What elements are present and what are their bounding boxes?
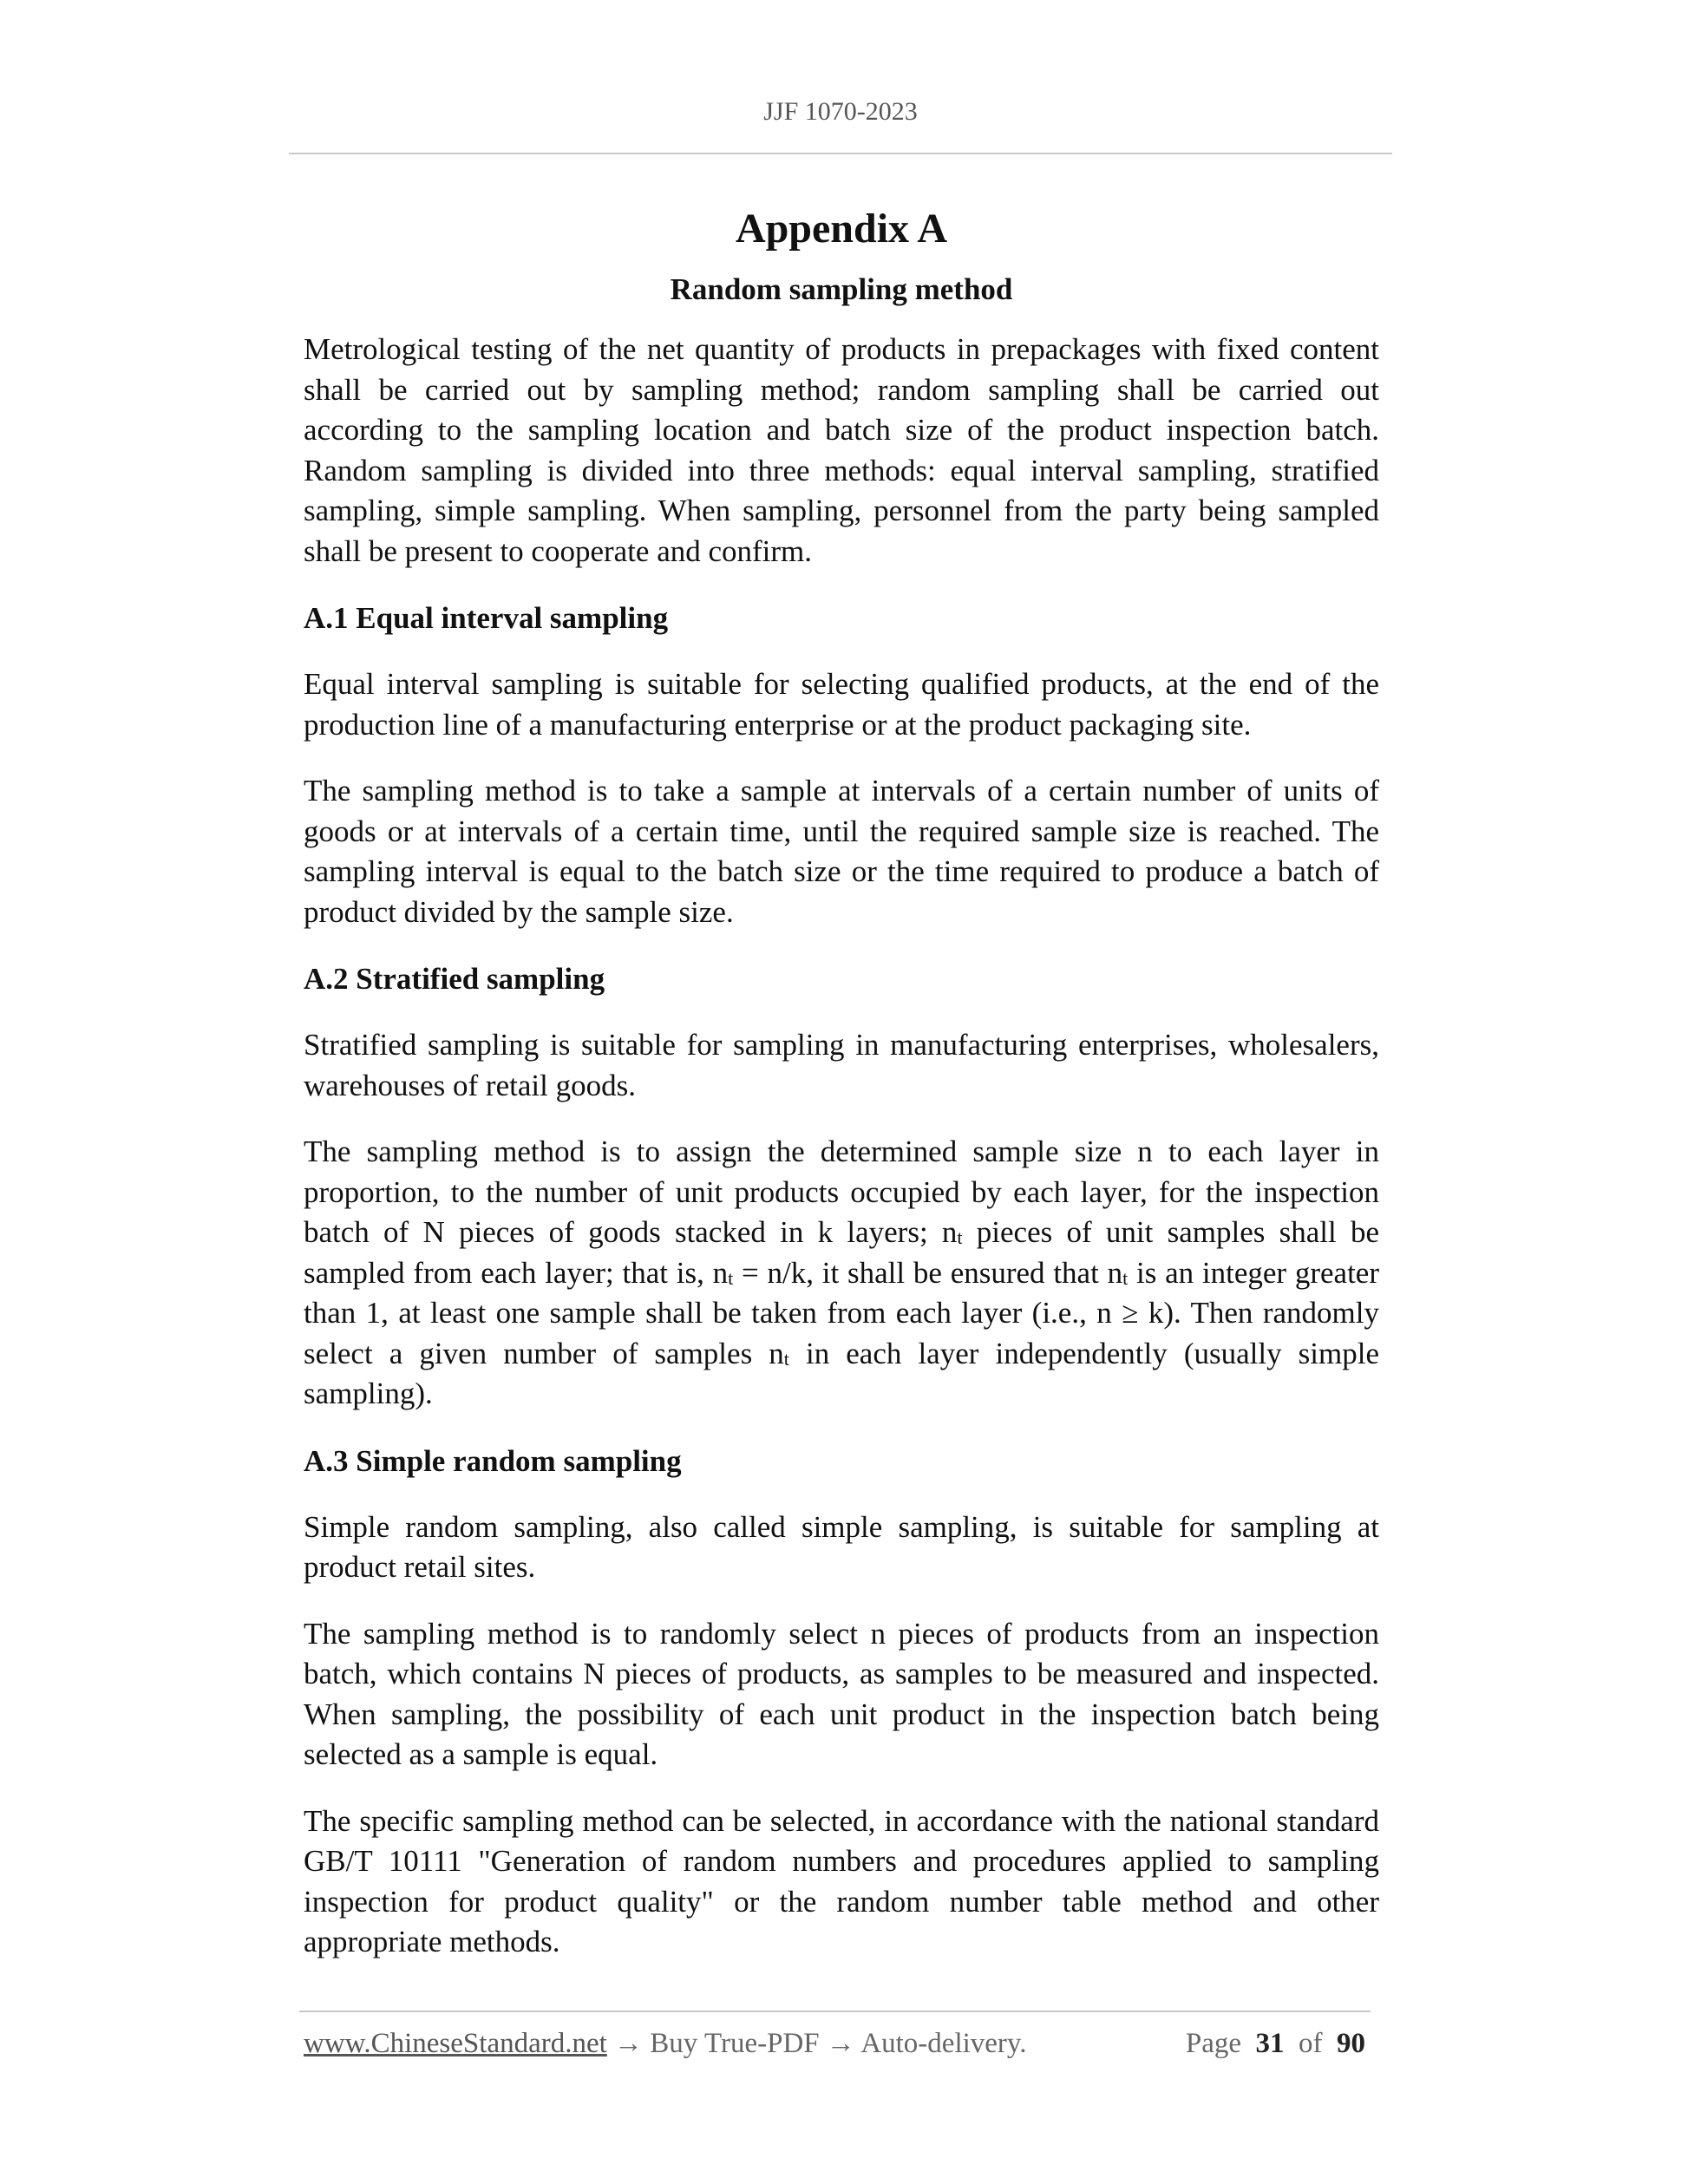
section-a3-heading: A.3 Simple random sampling	[304, 1443, 682, 1478]
section-a3-paragraph-3: The specific sampling method can be selected, in accordance with the national standard GB/T 10111 "Generation of random numbers and procedures applied to sampling inspection for product quality" or the random number table method and other appropriate methods.	[304, 1803, 1379, 1958]
subscript-t: t	[728, 1266, 734, 1289]
section-a1-paragraph-2: The sampling method is to take a sample at intervals of a certain number of units of goods or at intervals of a certain time, until the required sample size is reached. The sampling interval is equal to the batch size or the time required to produce a batch of product divided by the sample size.	[304, 774, 1379, 929]
subscript-t: t	[783, 1347, 789, 1370]
section-a3-paragraph-1: Simple random sampling, also called simple sampling, is suitable for sampling at product retail sites.	[304, 1509, 1379, 1584]
text-run: = n/k, it shall be ensured that n	[733, 1255, 1123, 1290]
footer-left	[304, 2028, 1027, 2060]
section-a3-paragraph-2: The sampling method is to randomly select n pieces of products from an inspection batch, which contains N pieces of products, as samples to be measured and inspected. When sampling, the possibility of each unit product in the inspection batch being selected as a sample is equal.	[304, 1616, 1379, 1771]
page-footer	[304, 2028, 1371, 2063]
of-label: of	[1299, 2028, 1323, 2059]
text-run: in each layer independently (usually simple sampling).	[304, 1336, 1379, 1410]
text-run: pieces of unit samples shall be sampled from each layer; that is, n	[304, 1215, 1379, 1290]
header-divider	[289, 153, 1392, 154]
appendix-subtitle: Random sampling method	[670, 272, 1013, 306]
section-a2-paragraph-2	[304, 1132, 1379, 1415]
section-a1-heading: A.1 Equal interval sampling	[304, 601, 669, 635]
page-label: Page	[1185, 2028, 1241, 2059]
page-indicator	[1186, 2028, 1365, 2060]
current-page-number: 31	[1255, 2028, 1285, 2059]
page-content	[304, 205, 1379, 1963]
website-link[interactable]: www.ChineseStandard.net	[304, 2028, 607, 2059]
footer-divider	[299, 2011, 1371, 2012]
appendix-title: Appendix A	[735, 206, 948, 252]
text-run: The sampling method is to assign the determined sample size n to each layer in proportion, to the number of unit products occupied by each layer, for the inspection batch of N pieces of goods stacked in k layers; n	[304, 1135, 1379, 1249]
subscript-t: t	[1122, 1266, 1129, 1289]
intro-paragraph: Metrological testing of the net quantity of products in prepackages with fixed content shall be carried out by sampling method; random sampling shall be carried out according to the sampling location and batch size of the product inspection batch. Random sampling is divided into three methods: equal interval sampling, stratified sampling, simple sampling. When sampling, personnel from the party being sampled shall be present to cooperate and confirm.	[304, 332, 1379, 568]
text-run: is an integer greater than 1, at least one sample shall be taken from each layer (i.e., n ≥ k). Then randomly select a given number of samples n	[304, 1255, 1379, 1370]
section-a2-paragraph-1: Stratified sampling is suitable for sampling in manufacturing enterprises, wholesalers, warehouses of retail goods.	[304, 1028, 1379, 1102]
buy-text: → Buy True-PDF → Auto-delivery.	[606, 2028, 1027, 2059]
section-a1-paragraph-1: Equal interval sampling is suitable for selecting qualified products, at the end of the production line of a manufacturing enterprise or at the product packaging site.	[304, 667, 1379, 742]
section-a2-heading: A.2 Stratified sampling	[304, 962, 605, 996]
subscript-t: t	[957, 1226, 963, 1248]
total-pages: 90	[1337, 2028, 1365, 2059]
document-code-header: JJF 1070-2023	[763, 97, 918, 126]
